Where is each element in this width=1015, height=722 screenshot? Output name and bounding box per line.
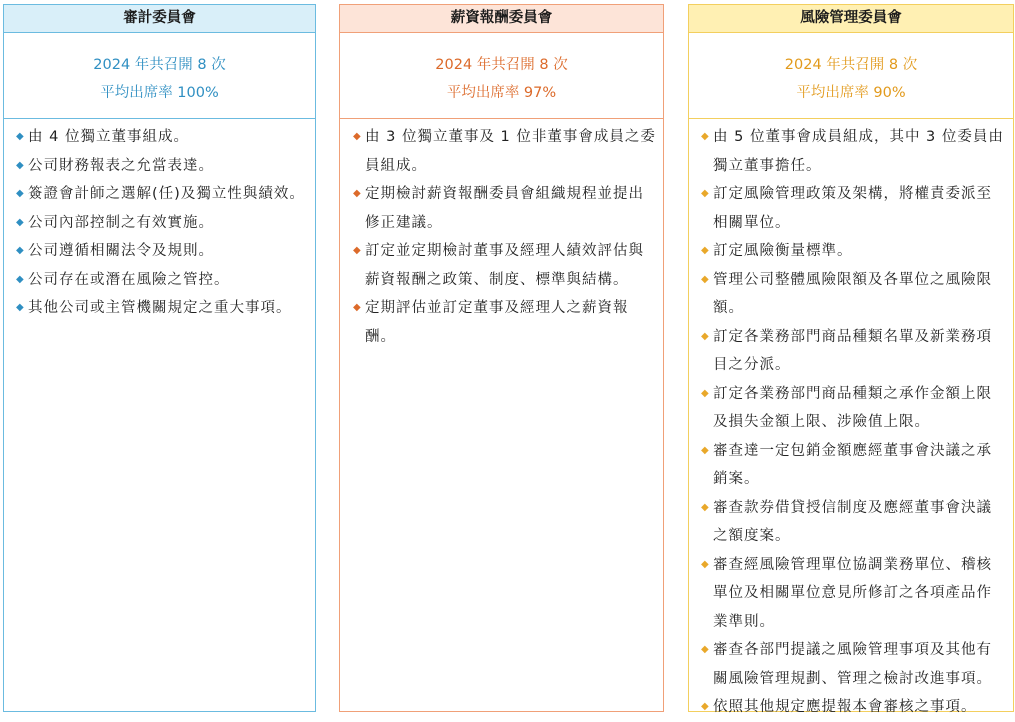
- responsibility-list: [4, 119, 315, 323]
- diamond-bullet-icon: ◆: [16, 188, 25, 199]
- meeting-stats: [4, 33, 315, 119]
- list-item: ◆ 訂定風險衡量標準。: [689, 237, 1013, 266]
- diamond-bullet-icon: ◆: [701, 558, 710, 570]
- compensation-committee-panel: [339, 4, 664, 712]
- list-item: ◆ 由 4 位獨立董事組成。: [4, 123, 315, 152]
- list-item: ◆ 由 5 位董事會成員組成，其中 3 位委員由獨立董事擔任。: [689, 123, 1013, 180]
- diamond-bullet-icon: ◆: [16, 216, 25, 228]
- diamond-bullet-icon: ◆: [16, 273, 25, 285]
- list-item: ◆ 公司存在或潛在風險之管控。: [4, 266, 315, 295]
- diamond-bullet-icon: ◆: [353, 131, 362, 142]
- meeting-stats: [340, 33, 663, 119]
- diamond-bullet-icon: ◆: [701, 444, 710, 456]
- meeting-count: 2024 年共召開 8 次: [784, 57, 918, 73]
- list-item: ◆ 審查經風險管理單位協調業務單位、稽核單位及相關單位意見所修訂之各項產品作業準則。: [689, 551, 1013, 637]
- panel-title: 風險管理委員會: [689, 5, 1013, 33]
- meeting-count: 2024 年共召開 8 次: [93, 57, 226, 73]
- diamond-bullet-icon: ◆: [701, 188, 710, 199]
- diamond-bullet-icon: ◆: [701, 387, 710, 399]
- responsibility-list: [340, 119, 663, 351]
- attendance-rate: 平均出席率 90%: [796, 85, 906, 101]
- diamond-bullet-icon: ◆: [16, 131, 25, 142]
- diamond-bullet-icon: ◆: [16, 159, 25, 171]
- list-item: ◆ 簽證會計師之選解(任)及獨立性與績效。: [4, 180, 315, 209]
- diamond-bullet-icon: ◆: [701, 330, 710, 342]
- risk-management-committee-panel: [688, 4, 1014, 715]
- list-item: ◆ 其他公司或主管機關規定之重大事項。: [4, 294, 315, 323]
- meeting-count: 2024 年共召開 8 次: [435, 57, 568, 73]
- diamond-bullet-icon: ◆: [701, 273, 710, 285]
- diamond-bullet-icon: ◆: [353, 188, 362, 199]
- list-item: ◆ 公司遵循相關法令及規則。: [4, 237, 315, 266]
- list-item: ◆ 審查各部門提議之風險管理事項及其他有關風險管理規劃、管理之檢討改進事項。: [689, 636, 1013, 693]
- attendance-rate: 平均出席率 100%: [100, 85, 219, 101]
- list-item: ◆ 定期評估並訂定董事及經理人之薪資報酬。: [340, 294, 663, 351]
- list-item: ◆ 依照其他規定應提報本會審核之事項。: [689, 693, 1013, 722]
- list-item: ◆ 由 3 位獨立董事及 1 位非董事會成員之委員組成。: [340, 123, 663, 180]
- diamond-bullet-icon: ◆: [701, 131, 710, 142]
- list-item: ◆ 審查款券借貸授信制度及應經董事會決議之額度案。: [689, 494, 1013, 551]
- responsibility-list: [689, 119, 1013, 722]
- list-item: ◆ 訂定各業務部門商品種類名單及新業務項目之分派。: [689, 323, 1013, 380]
- diamond-bullet-icon: ◆: [16, 245, 25, 256]
- panel-title: 審計委員會: [4, 5, 315, 33]
- list-item: ◆ 審查達一定包銷金額應經董事會決議之承銷案。: [689, 437, 1013, 494]
- diamond-bullet-icon: ◆: [701, 701, 710, 712]
- diamond-bullet-icon: ◆: [701, 644, 710, 655]
- list-item: ◆ 管理公司整體風險限額及各單位之風險限額。: [689, 266, 1013, 323]
- list-item: ◆ 定期檢討薪資報酬委員會組織規程並提出修正建議。: [340, 180, 663, 237]
- diamond-bullet-icon: ◆: [16, 302, 25, 313]
- diamond-bullet-icon: ◆: [701, 245, 710, 256]
- list-item: ◆ 訂定各業務部門商品種類之承作金額上限及損失金額上限、涉險值上限。: [689, 380, 1013, 437]
- list-item: ◆ 公司財務報表之允當表達。: [4, 152, 315, 181]
- meeting-stats: [689, 33, 1013, 119]
- diamond-bullet-icon: ◆: [701, 501, 710, 513]
- diamond-bullet-icon: ◆: [353, 302, 362, 313]
- diamond-bullet-icon: ◆: [353, 245, 362, 256]
- list-item: ◆ 訂定風險管理政策及架構，將權責委派至相關單位。: [689, 180, 1013, 237]
- attendance-rate: 平均出席率 97%: [446, 85, 557, 101]
- audit-committee-panel: [3, 4, 316, 712]
- list-item: ◆ 訂定並定期檢討董事及經理人績效評估與薪資報酬之政策、制度、標準與結構。: [340, 237, 663, 294]
- panel-title: 薪資報酬委員會: [340, 5, 663, 33]
- list-item: ◆ 公司內部控制之有效實施。: [4, 209, 315, 238]
